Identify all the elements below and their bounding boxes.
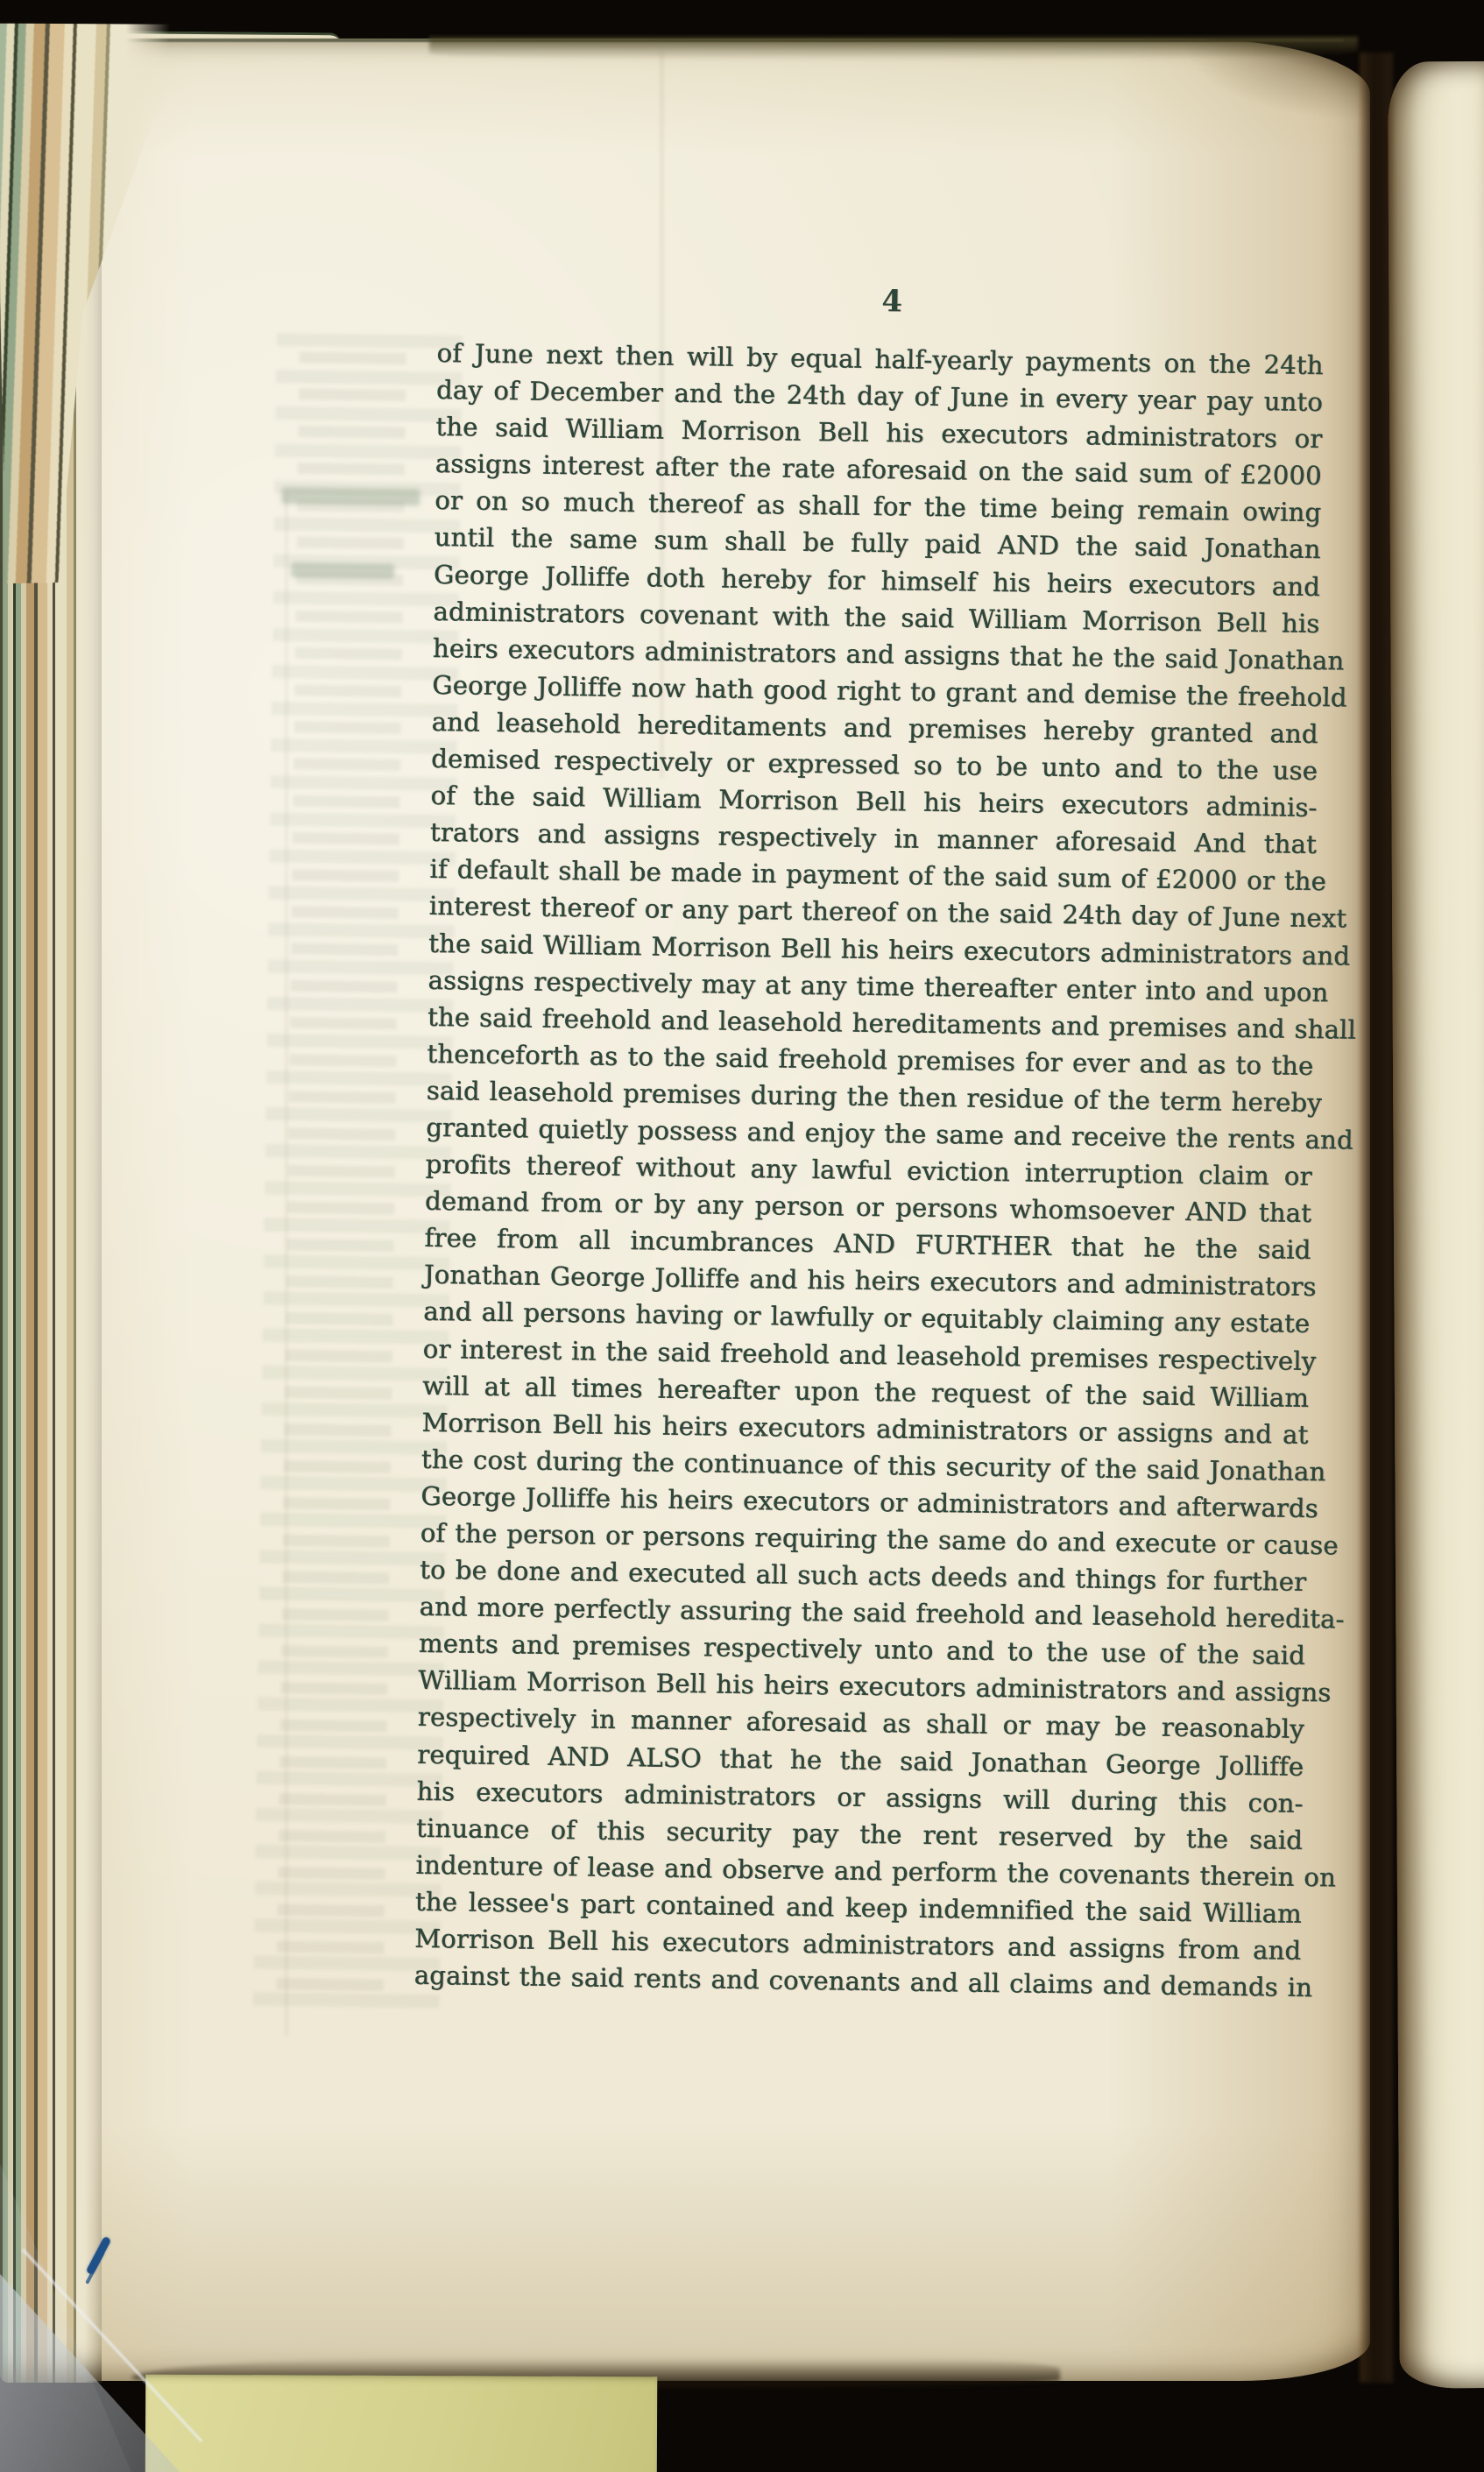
text-line: granted quietly possess and enjoy the same and receive the rents and [426,1112,1354,1155]
text-line: administrators covenant with the said William Morrison Bell his [433,596,1320,639]
text-line: if default shall be made in payment of the said sum of £2000 or the [429,854,1327,897]
body-text [413,335,1357,2006]
text-line: the said William Morrison Bell his heirs executors administrators and [428,928,1351,971]
top-edge-smudge [429,37,1358,60]
text-line: tinuance of this security pay the rent reserved by the said [416,1812,1304,1855]
text-line: the cost during the continuance of this security of the said Jonathan [420,1444,1326,1487]
text-line: assigns interest after the rate aforesaid on the said sum of £2000 [435,448,1323,491]
text-line: Jonathan George Jolliffe and his heirs executors and administrators [423,1260,1318,1303]
text-line: day of December and the 24th day of June in every year pay unto [435,375,1324,418]
text-line: George Jolliffe doth hereby for himself his heirs executors and [434,559,1321,602]
text-line: of the said William Morrison Bell his heirs executors adminis- [430,780,1318,823]
text-line: the lessee's part contained and keep indemnified the said William [414,1886,1303,1929]
text-line: or on so much thereof as shall for the time being remain owing [435,485,1322,528]
text-line: the said William Morrison Bell his executors administrators or [435,412,1323,455]
book-page [61,39,1370,2381]
text-line: free from all incumbrances AND FURTHER that he the said [424,1223,1311,1266]
text-line: until the same sum shall be fully paid AND the said Jonathan [434,522,1322,565]
text-line: and more perfectly assuring the said freehold and leasehold heredita- [419,1592,1346,1635]
page-number: 4 [881,284,904,320]
page-text [413,279,1357,2006]
text-line: of June next then will by equal half-yearly payments on the 24th [436,337,1324,381]
show-through-bold-word [281,487,420,505]
text-line: George Jolliffe now hath good right to grant and demise the freehold [432,669,1348,713]
text-line: Morrison Bell his heirs executors administrators or assigns and at [421,1407,1309,1450]
text-line: demised respectively or expressed so to be unto and to the use [431,743,1318,787]
text-line: to be done and executed all such acts deeds and things for further [420,1554,1307,1598]
text-line: said leasehold premises during the then residue of the term hereby [426,1075,1323,1119]
text-line: interest thereof or any part thereof on the said 24th day of June next [428,891,1347,934]
text-line: profits thereof without any lawful eviction interruption claim or [425,1148,1313,1192]
text-line: the said freehold and leasehold hereditaments and premises and shall [427,1001,1357,1045]
text-line: Morrison Bell his executors administrators and assigns from and [414,1923,1302,1966]
text-line: his executors administrators or assigns will during this con- [416,1776,1304,1819]
text-line: against the said rents and covenants and all claims and demands in [413,1960,1313,2003]
paper-crease [286,494,287,2036]
text-line: George Jolliffe his heirs executors or administrators and afterwards [420,1480,1319,1524]
text-line: heirs executors administrators and assigns that he the said Jonathan [432,632,1345,676]
text-line: William Morrison Bell his heirs executors administrators and assigns [418,1665,1332,1708]
text-line: or interest in the said freehold and leasehold premises respectively [422,1333,1317,1376]
text-line: assigns respectively may at any time thereafter enter into and upon [428,964,1329,1007]
text-line: and all persons having or lawfully or equitably claiming any estate [423,1296,1311,1339]
text-line: required AND ALSO that he the said Jonathan George Jolliffe [417,1739,1304,1782]
book-gutter-shadow [1360,53,1393,2383]
text-line: thenceforth as to the said freehold premises for ever and as to the [427,1038,1314,1081]
text-line: respectively in manner aforesaid as shall or may be reasonably [417,1702,1305,1745]
text-line: of the person or persons requiring the same do and execute or cause [420,1517,1339,1561]
text-line: will at all times hereafter upon the request of the said William [422,1370,1310,1413]
text-line: ments and premises respectively unto and to the use of the said [419,1628,1306,1671]
text-line: trators and assigns respectively in manner aforesaid And that [429,817,1318,860]
paper-slip [145,2375,658,2472]
text-line: and leasehold hereditaments and premises hereby granted and [431,706,1319,750]
text-line: demand from or by any person or persons whomsoever AND that [425,1186,1312,1229]
adjacent-page-edge [1388,61,1484,2389]
text-line: indenture of lease and observe and perform the covenants therein on [415,1849,1337,1893]
show-through-bold-word [291,562,394,579]
